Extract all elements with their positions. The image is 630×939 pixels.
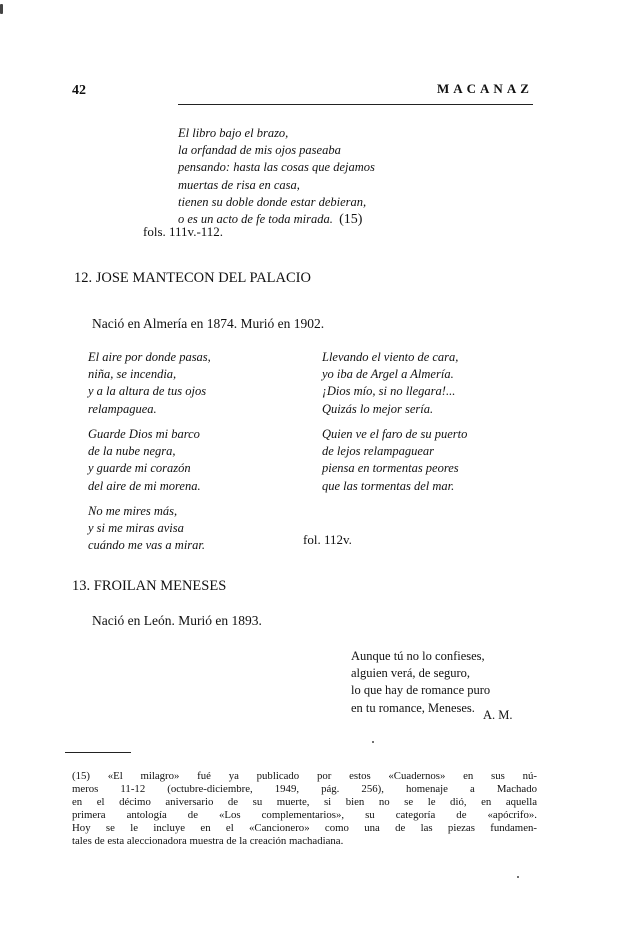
footnote-line: meros 11-12 (octubre-diciembre, 1949, pág. 256), homenaje a Machado [72,783,537,795]
verse-line: la orfandad de mis ojos paseaba [178,143,341,158]
verse-line: El libro bajo el brazo, [178,126,289,140]
verse-line: y si me miras avisa [88,521,184,536]
verse-line: y a la altura de tus ojos [88,384,207,399]
running-head: MACANAZ [437,81,533,96]
footnote-reference: (15) [339,212,363,228]
scan-speck [0,4,3,14]
verse-line: cuándo me vas a mirar. [88,538,206,553]
verse-meneses [351,648,490,717]
scan-speck [517,876,519,878]
verse-line: piensa en tormentas peores [322,461,459,476]
footnote-line: Hoy se le incluye en el «Cancionero» como una de las piezas fundamen- [72,822,537,834]
verse-line: niña, se incendia, [88,367,177,382]
verse-line: Guarde Dios mi barco [88,427,200,441]
verse-line: No me mires más, [88,504,178,518]
verse-line: y guarde mi corazón [88,461,191,476]
folio-reference: fol. 112v. [303,532,352,547]
stanza-right-1 [322,349,458,418]
verse-line: relampaguea. [88,401,157,416]
footnote-rule [65,752,131,753]
verse-line: de la nube negra, [88,444,176,459]
verse-line: pensando: hasta las cosas que dejamos [178,160,375,175]
verse-line: Aunque tú no lo confieses, [351,649,485,663]
section-heading-13: 13. FROILAN MENESES [72,578,227,594]
stanza-left-1 [88,349,211,418]
verse-line: Llevando el viento de cara, [322,350,459,364]
verse-line: que las tormentas del mar. [322,478,455,493]
verse-line: Quizás lo mejor sería. [322,401,434,416]
folio-reference: fols. 111v.-112. [143,224,224,239]
verse-line: yo iba de Argel a Almería. [322,367,454,382]
verse-line: Quien ve el faro de su puerto [322,427,468,441]
footnote-line: primera antología de «Los complementarios», su categoría de «apócrifo». [72,809,537,821]
stanza-left-3 [88,503,205,555]
page-number: 42 [72,83,86,98]
header-rule [178,104,533,105]
footnote-line: (15) «El milagro» fué ya publicado por estos «Cuadernos» en sus nú- [72,770,537,782]
stanza-left-2 [88,426,201,495]
verse-line: de lejos relampaguear [322,444,435,459]
section-heading-12: 12. JOSE MANTECON DEL PALACIO [74,270,311,286]
birth-death-note: Nació en Almería en 1874. Murió en 1902. [92,316,325,331]
footnote-line: tales de esta aleccionadora muestra de la creación machadiana. [72,835,344,847]
verse-line: del aire de mi morena. [88,478,201,493]
verse-line: en tu romance, Meneses. [351,700,475,715]
footnote-line: en el décimo aniversario de su muerte, si bien no se le dió, en aquella [72,796,537,808]
verse-line: ¡Dios mío, si no llegara!... [322,384,456,399]
verse-line: tienen su doble donde estar debieran, [178,194,367,209]
verse-line: lo que hay de romance puro [351,683,491,698]
scan-speck [372,741,374,743]
poem-el-libro [178,125,375,228]
stanza-right-2 [322,426,467,495]
signature-initials: A. M. [483,708,513,722]
footnote-15 [72,770,537,848]
verse-line: El aire por donde pasas, [88,350,211,364]
verse-line: alguien verá, de seguro, [351,666,471,681]
birth-death-note: Nació en León. Murió en 1893. [92,613,262,628]
verse-line: muertas de risa en casa, [178,177,300,192]
verse-text: o es un acto de fe toda mirada. [178,212,333,227]
